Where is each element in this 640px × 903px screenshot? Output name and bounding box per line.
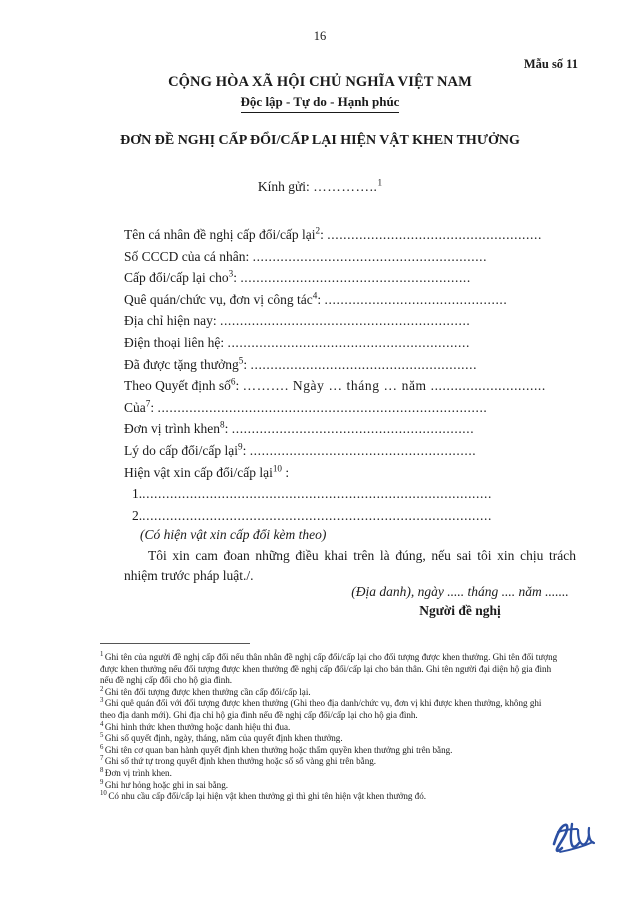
national-header	[0, 74, 640, 113]
footnote-marker: 9	[100, 778, 104, 786]
recipient-footnote-marker: 1	[377, 177, 383, 188]
field-row-cccd	[124, 246, 574, 268]
form-code: Mẫu số 11	[523, 57, 578, 71]
field-label: Địa chỉ hiện nay:	[124, 313, 217, 329]
footnote-separator	[100, 643, 250, 644]
item-row	[124, 483, 574, 505]
field-footnote-marker: 8	[220, 419, 225, 430]
item-number: 1.	[132, 486, 143, 502]
field-footnote-marker: 5	[238, 355, 244, 366]
items-heading-colon: :	[282, 464, 290, 480]
form-body	[124, 224, 574, 526]
footnote-marker: 8	[100, 766, 104, 774]
items-heading-label: Hiện vật xin cấp đổi/cấp lại	[124, 464, 273, 480]
footnote-text: Ghi số thứ tự trong quyết định khen thưởng hoặc số sổ vàng ghi trên bằng.	[104, 756, 377, 767]
field-label: Quê quán/chức vụ, đơn vị công tác	[124, 291, 313, 307]
attachment-note: (Có hiện vật xin cấp đổi kèm theo)	[140, 527, 327, 542]
field-colon: :	[320, 227, 324, 242]
field-row-reissue-for	[124, 267, 574, 289]
field-row-issued-by	[124, 397, 574, 419]
footnote-item	[100, 722, 558, 734]
footnote-marker: 3	[100, 697, 104, 705]
item-fill-dots[interactable]: ........................................................................................	[142, 507, 492, 523]
footnote-text: Ghi số quyết định, ngày, tháng, năm của quyết định khen thưởng.	[104, 733, 343, 744]
footnote-marker: 1	[100, 650, 104, 658]
field-row-decision-number	[124, 375, 574, 397]
footnote-marker: 5	[100, 732, 104, 740]
field-fill-dots[interactable]: .........................................................	[250, 356, 478, 372]
footnote-text: Đơn vị trình khen.	[104, 767, 172, 778]
field-fill-dots[interactable]: ...............................................................	[219, 313, 471, 329]
item-number: 2.	[132, 507, 143, 523]
field-footnote-marker: 3	[228, 268, 234, 279]
field-row-phone	[124, 332, 574, 354]
item-fill-dots[interactable]: ........................................................................................	[142, 486, 492, 502]
field-colon: :	[150, 399, 155, 415]
national-motto: Độc lập - Tự do - Hạnh phúc	[241, 94, 400, 113]
field-row-name	[124, 224, 574, 246]
footnote-text: Ghi tên đối tượng được khen thưởng cần cấp đổi/cấp lại.	[104, 686, 311, 697]
field-row-hometown-position	[124, 289, 574, 311]
declaration-paragraph: Tôi xin cam đoan những điều khai trên là đúng, nếu sai tôi xin chịu trách nhiệm trước pháp luật./.	[124, 548, 576, 583]
footnote-item	[100, 768, 558, 780]
field-colon: :	[242, 442, 247, 458]
country-name: CỘNG HÒA XÃ HỘI CHỦ NGHĨA VIỆT NAM	[168, 74, 472, 90]
field-footnote-marker: 2	[315, 225, 321, 236]
footnote-marker: 7	[100, 755, 104, 763]
field-footnote-marker: 7	[145, 398, 151, 409]
field-row-reason	[124, 440, 574, 462]
footnote-text: Có nhu cầu cấp đổi/cấp lại hiện vật khen thưởng gì thì ghi tên hiện vật khen thưởng đó.	[108, 791, 427, 802]
item-row	[124, 505, 574, 527]
field-fill-dots[interactable]: .........................................................	[249, 442, 477, 458]
page-number: 16	[313, 29, 327, 43]
field-label: Đơn vị trình khen	[124, 421, 221, 437]
footnote-item	[100, 733, 558, 745]
footnote-text: Ghi quê quán đối với đối tượng được khen thưởng (Ghi theo địa danh/chức vụ, đơn vị khi được khen thưởng, không ghi theo địa danh mới). Ghi địa chỉ hộ gia đình nếu đề nghị cấp đổi/cấp lại cho hộ gia đình.	[100, 698, 542, 720]
field-fill-dots[interactable]: ...................................................................................	[157, 399, 488, 415]
field-label: Theo Quyết định số	[124, 378, 231, 394]
field-colon: :	[243, 356, 248, 372]
field-colon: :	[317, 291, 322, 307]
field-label: Cấp đổi/cấp lại cho	[124, 270, 229, 286]
field-label: Điện thoại liên hệ:	[124, 334, 225, 350]
signer-title: Người đề nghị	[419, 603, 501, 618]
recipient-dots: …………..	[313, 179, 378, 194]
footnote-item	[100, 687, 558, 699]
field-fill-dots[interactable]: ......................................................	[327, 227, 542, 242]
footnote-marker: 6	[100, 743, 104, 751]
field-row-current-address	[124, 310, 574, 332]
footnotes-section	[100, 652, 558, 803]
field-fill-dots[interactable]: .............................................................	[231, 421, 475, 437]
field-label: Số CCCD của cá nhân:	[124, 248, 250, 264]
footnote-marker: 4	[100, 720, 104, 728]
field-label: Đã được tặng thưởng	[124, 356, 239, 372]
footnote-item	[100, 791, 558, 803]
document-title: ĐƠN ĐỀ NGHỊ CẤP ĐỔI/CẤP LẠI HIỆN VẬT KHEN THƯỞNG	[120, 133, 520, 148]
field-colon: :	[235, 378, 240, 394]
date-place-line: (Địa danh), ngày ..... tháng .... năm .......	[351, 584, 569, 599]
footnote-marker: 10	[100, 790, 107, 798]
field-row-award-received	[124, 354, 574, 376]
field-fill-dots[interactable]: ………. Ngày … tháng … năm .............................	[242, 378, 546, 394]
footnote-item	[100, 780, 558, 792]
footnote-item	[100, 745, 558, 757]
field-label: Của	[124, 399, 146, 415]
field-fill-dots[interactable]: ..............................................	[324, 291, 508, 307]
recipient-line	[0, 179, 640, 195]
footnote-text: Ghi tên của người đề nghị cấp đổi nếu thân nhân đề nghị cấp đổi/cấp lại cho đối tượng được khen thưởng. Ghi tên đối tượng được khen thưởng nếu đối tượng được khen thưởng đề nghị cấp đổi/cấp lại cho bản thân. Ghi tên người đại diện hộ gia đình nếu đề nghị cấp đổi cho hộ gia đình.	[100, 652, 558, 686]
recipient-label: Kính gửi:	[257, 179, 310, 194]
field-footnote-marker: 9	[237, 441, 243, 452]
footnote-text: Ghi hình thức khen thưởng hoặc danh hiệu thi đua.	[104, 721, 291, 732]
field-label: Tên cá nhân đề nghị cấp đổi/cấp lại	[124, 227, 316, 242]
footnote-text: Ghi hư hỏng hoặc ghi in sai bằng.	[104, 779, 229, 790]
field-colon: :	[233, 270, 237, 286]
handwritten-signature-icon	[548, 818, 608, 860]
field-fill-dots[interactable]: ...........................................................	[252, 248, 488, 264]
items-heading-marker: 10	[272, 463, 282, 474]
footnote-item	[100, 652, 558, 687]
field-footnote-marker: 4	[312, 290, 318, 301]
footnote-marker: 2	[100, 685, 104, 693]
field-fill-dots[interactable]: ..........................................................	[240, 270, 471, 286]
field-footnote-marker: 6	[230, 376, 236, 387]
field-label: Lý do cấp đổi/cấp lại	[124, 442, 238, 458]
field-colon: :	[224, 421, 229, 437]
field-row-proposing-unit	[124, 418, 574, 440]
footnote-item	[100, 698, 558, 721]
footnote-text: Ghi tên cơ quan ban hành quyết định khen thưởng hoặc thẩm quyền khen thưởng ghi trên bằng.	[104, 744, 453, 755]
field-fill-dots[interactable]: .............................................................	[227, 334, 470, 350]
items-heading	[124, 462, 574, 484]
footnote-item	[100, 756, 558, 768]
